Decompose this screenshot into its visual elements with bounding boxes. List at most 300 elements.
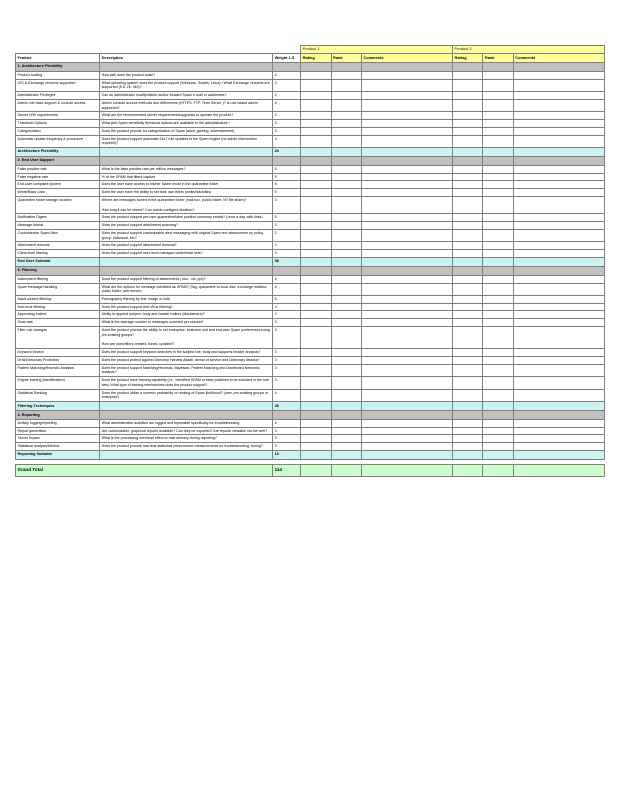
cell-rank-p1[interactable] bbox=[331, 435, 361, 443]
cell-comments-p1[interactable] bbox=[361, 266, 452, 275]
cell-rating-p2[interactable] bbox=[453, 242, 483, 250]
cell-comments-p2[interactable] bbox=[513, 275, 604, 283]
cell-comments-p2[interactable] bbox=[513, 181, 604, 189]
cell-comments-p2[interactable] bbox=[513, 326, 604, 348]
grand-total-rating-p2[interactable] bbox=[453, 464, 483, 476]
cell-comments-p2[interactable] bbox=[513, 135, 604, 147]
feature-name: White/Black Lists bbox=[16, 189, 100, 197]
cell-rank-p2[interactable] bbox=[483, 283, 513, 295]
cell-rating-p2[interactable] bbox=[453, 181, 483, 189]
cell-comments-p2[interactable] bbox=[513, 411, 604, 420]
cell-rating-p1[interactable] bbox=[301, 242, 331, 250]
grand-total-rating-p1[interactable] bbox=[301, 464, 331, 476]
cell-rank-p1[interactable] bbox=[331, 283, 361, 295]
cell-rank-p2[interactable] bbox=[483, 435, 513, 443]
cell-rank-p1[interactable] bbox=[331, 389, 361, 401]
cell-rating-p2[interactable] bbox=[453, 250, 483, 258]
cell-rank-p1[interactable] bbox=[331, 420, 361, 428]
feature-name: O/S & Exchange versions supported bbox=[16, 79, 100, 91]
grand-total-label: Grand Total bbox=[16, 464, 273, 476]
cell-rank-p1[interactable] bbox=[331, 377, 361, 389]
table-row bbox=[16, 242, 605, 250]
cell-rank-p1[interactable] bbox=[331, 450, 361, 459]
cell-comments-p1[interactable] bbox=[361, 257, 452, 266]
cell-rank-p2[interactable] bbox=[483, 99, 513, 111]
table-row bbox=[16, 319, 605, 327]
feature-weight: 3 bbox=[273, 377, 301, 389]
feature-weight: 3 bbox=[273, 356, 301, 364]
cell-rating-p1[interactable] bbox=[301, 196, 331, 213]
feature-description-cell bbox=[100, 420, 273, 428]
cell-rating-p1[interactable] bbox=[301, 311, 331, 319]
cell-comments-p2[interactable] bbox=[513, 92, 604, 100]
cell-comments-p2[interactable] bbox=[513, 156, 604, 165]
cell-rating-p2[interactable] bbox=[453, 135, 483, 147]
cell-rating-p1[interactable] bbox=[301, 156, 331, 165]
grand-total-comments-p1[interactable] bbox=[361, 464, 452, 476]
cell-comments-p1[interactable] bbox=[361, 147, 452, 156]
cell-rating-p2[interactable] bbox=[453, 420, 483, 428]
grand-total-rank-p2[interactable] bbox=[483, 464, 513, 476]
cell-rank-p1[interactable] bbox=[331, 173, 361, 181]
cell-rating-p2[interactable] bbox=[453, 79, 483, 91]
cell-comments-p1[interactable] bbox=[361, 120, 452, 128]
cell-rating-p1[interactable] bbox=[301, 326, 331, 348]
cell-rank-p2[interactable] bbox=[483, 364, 513, 376]
cell-rank-p1[interactable] bbox=[331, 135, 361, 147]
feature-description: Does the product support Matching/Heuristic, Bayesian, Pattern Matching and Distributed Networks analysis? bbox=[101, 365, 260, 375]
cell-rating-p1[interactable] bbox=[301, 250, 331, 258]
cell-rank-p2[interactable] bbox=[483, 411, 513, 420]
cell-comments-p2[interactable] bbox=[513, 377, 604, 389]
cell-comments-p2[interactable] bbox=[513, 71, 604, 79]
feature-name: Message format bbox=[16, 222, 100, 230]
cell-rating-p1[interactable] bbox=[301, 420, 331, 428]
cell-rating-p1[interactable] bbox=[301, 427, 331, 435]
cell-rank-p1[interactable] bbox=[331, 120, 361, 128]
cell-rank-p1[interactable] bbox=[331, 275, 361, 283]
cell-rating-p2[interactable] bbox=[453, 364, 483, 376]
cell-comments-p2[interactable] bbox=[513, 349, 604, 357]
cell-rating-p1[interactable] bbox=[301, 319, 331, 327]
cell-rank-p2[interactable] bbox=[483, 173, 513, 181]
cell-comments-p1[interactable] bbox=[361, 62, 452, 71]
cell-rank-p1[interactable] bbox=[331, 214, 361, 222]
cell-rating-p2[interactable] bbox=[453, 120, 483, 128]
cell-rank-p2[interactable] bbox=[483, 427, 513, 435]
cell-rank-p2[interactable] bbox=[483, 275, 513, 283]
cell-comments-p1[interactable] bbox=[361, 173, 452, 181]
cell-rank-p1[interactable] bbox=[331, 402, 361, 411]
table-row bbox=[16, 222, 605, 230]
cell-rank-p2[interactable] bbox=[483, 349, 513, 357]
cell-rating-p2[interactable] bbox=[453, 311, 483, 319]
feature-description: What administrative activities are logged and reportable specifically for troubleshooting. bbox=[101, 421, 241, 425]
cell-comments-p1[interactable] bbox=[361, 196, 452, 213]
cell-rank-p2[interactable] bbox=[483, 377, 513, 389]
cell-rating-p2[interactable] bbox=[453, 377, 483, 389]
cell-comments-p2[interactable] bbox=[513, 147, 604, 156]
cell-rank-p1[interactable] bbox=[331, 222, 361, 230]
cell-rank-p2[interactable] bbox=[483, 295, 513, 303]
cell-rating-p1[interactable] bbox=[301, 411, 331, 420]
feature-description: Pornography filtering by text, image or both bbox=[101, 296, 171, 301]
cell-comments-p2[interactable] bbox=[513, 427, 604, 435]
cell-comments-p2[interactable] bbox=[513, 435, 604, 443]
cell-comments-p1[interactable] bbox=[361, 443, 452, 451]
cell-rank-p2[interactable] bbox=[483, 120, 513, 128]
cell-comments-p2[interactable] bbox=[513, 127, 604, 135]
cell-rating-p2[interactable] bbox=[453, 92, 483, 100]
cell-rating-p1[interactable] bbox=[301, 295, 331, 303]
cell-rank-p2[interactable] bbox=[483, 319, 513, 327]
cell-comments-p1[interactable] bbox=[361, 165, 452, 173]
feature-name: DHA/Dictionary Protection bbox=[16, 356, 100, 364]
cell-rank-p1[interactable] bbox=[331, 156, 361, 165]
cell-rank-p2[interactable] bbox=[483, 303, 513, 311]
cell-comments-p1[interactable] bbox=[361, 99, 452, 111]
cell-comments-p2[interactable] bbox=[513, 295, 604, 303]
cell-rank-p2[interactable] bbox=[483, 181, 513, 189]
cell-comments-p2[interactable] bbox=[513, 257, 604, 266]
feature-name: False negative rate bbox=[16, 173, 100, 181]
cell-rating-p2[interactable] bbox=[453, 349, 483, 357]
cell-comments-p2[interactable] bbox=[513, 364, 604, 376]
cell-comments-p2[interactable] bbox=[513, 283, 604, 295]
cell-comments-p2[interactable] bbox=[513, 420, 604, 428]
cell-comments-p2[interactable] bbox=[513, 120, 604, 128]
cell-rating-p2[interactable] bbox=[453, 443, 483, 451]
cell-comments-p1[interactable] bbox=[361, 311, 452, 319]
cell-rating-p2[interactable] bbox=[453, 319, 483, 327]
cell-rank-p1[interactable] bbox=[331, 165, 361, 173]
cell-comments-p1[interactable] bbox=[361, 283, 452, 295]
cell-rank-p1[interactable] bbox=[331, 356, 361, 364]
cell-comments-p1[interactable] bbox=[361, 156, 452, 165]
cell-rating-p2[interactable] bbox=[453, 189, 483, 197]
feature-description: Ability to append subject, body and header trailers (disclaimers)? bbox=[101, 312, 205, 317]
cell-rating-p1[interactable] bbox=[301, 275, 331, 283]
cell-comments-p2[interactable] bbox=[513, 250, 604, 258]
section-header-weight bbox=[273, 266, 301, 275]
section-header-weight bbox=[273, 411, 301, 420]
subtotal-weight: 24 bbox=[273, 147, 301, 156]
cell-comments-p2[interactable] bbox=[513, 62, 604, 71]
cell-rank-p2[interactable] bbox=[483, 229, 513, 241]
cell-rating-p1[interactable] bbox=[301, 127, 331, 135]
cell-rating-p1[interactable] bbox=[301, 135, 331, 147]
feature-description: Does the product support attachment scanning? bbox=[101, 223, 179, 228]
cell-comments-p2[interactable] bbox=[513, 229, 604, 241]
cell-comments-p1[interactable] bbox=[361, 402, 452, 411]
cell-rank-p2[interactable] bbox=[483, 112, 513, 120]
cell-rating-p1[interactable] bbox=[301, 443, 331, 451]
cell-rank-p1[interactable] bbox=[331, 257, 361, 266]
cell-comments-p1[interactable] bbox=[361, 79, 452, 91]
cell-rank-p2[interactable] bbox=[483, 79, 513, 91]
cell-rank-p2[interactable] bbox=[483, 443, 513, 451]
cell-comments-p1[interactable] bbox=[361, 435, 452, 443]
feature-name: Customizable Spam Alert bbox=[16, 229, 100, 241]
cell-rating-p1[interactable] bbox=[301, 214, 331, 222]
cell-rank-p2[interactable] bbox=[483, 420, 513, 428]
cell-comments-p1[interactable] bbox=[361, 295, 452, 303]
cell-rating-p1[interactable] bbox=[301, 112, 331, 120]
feature-weight: 3 bbox=[273, 435, 301, 443]
cell-rank-p2[interactable] bbox=[483, 311, 513, 319]
cell-rank-p2[interactable] bbox=[483, 222, 513, 230]
cell-rank-p1[interactable] bbox=[331, 250, 361, 258]
cell-comments-p2[interactable] bbox=[513, 266, 604, 275]
cell-comments-p2[interactable] bbox=[513, 443, 604, 451]
feature-weight: 3 bbox=[273, 120, 301, 128]
cell-rank-p2[interactable] bbox=[483, 356, 513, 364]
cell-comments-p2[interactable] bbox=[513, 389, 604, 401]
cell-rating-p2[interactable] bbox=[453, 283, 483, 295]
cell-rating-p1[interactable] bbox=[301, 62, 331, 71]
cell-rating-p2[interactable] bbox=[453, 303, 483, 311]
cell-rank-p2[interactable] bbox=[483, 196, 513, 213]
cell-rank-p1[interactable] bbox=[331, 112, 361, 120]
cell-rating-p1[interactable] bbox=[301, 402, 331, 411]
cell-comments-p1[interactable] bbox=[361, 250, 452, 258]
cell-rating-p1[interactable] bbox=[301, 229, 331, 241]
cell-rank-p2[interactable] bbox=[483, 62, 513, 71]
cell-rating-p2[interactable] bbox=[453, 326, 483, 348]
table-row bbox=[16, 356, 605, 364]
cell-rank-p2[interactable] bbox=[483, 266, 513, 275]
cell-rank-p2[interactable] bbox=[483, 156, 513, 165]
cell-rating-p1[interactable] bbox=[301, 120, 331, 128]
section-header-row bbox=[16, 62, 605, 71]
cell-rank-p2[interactable] bbox=[483, 165, 513, 173]
cell-rating-p1[interactable] bbox=[301, 173, 331, 181]
cell-rank-p1[interactable] bbox=[331, 349, 361, 357]
subtotal-weight: 38 bbox=[273, 257, 301, 266]
cell-comments-p1[interactable] bbox=[361, 112, 452, 120]
cell-comments-p1[interactable] bbox=[361, 427, 452, 435]
cell-rating-p1[interactable] bbox=[301, 450, 331, 459]
cell-comments-p1[interactable] bbox=[361, 275, 452, 283]
cell-rating-p1[interactable] bbox=[301, 283, 331, 295]
cell-comments-p1[interactable] bbox=[361, 229, 452, 241]
cell-comments-p1[interactable] bbox=[361, 319, 452, 327]
cell-rating-p2[interactable] bbox=[453, 229, 483, 241]
cell-rank-p2[interactable] bbox=[483, 450, 513, 459]
cell-rating-p2[interactable] bbox=[453, 427, 483, 435]
cell-rank-p1[interactable] bbox=[331, 189, 361, 197]
cell-rating-p2[interactable] bbox=[453, 71, 483, 79]
cell-rank-p1[interactable] bbox=[331, 196, 361, 213]
cell-rank-p2[interactable] bbox=[483, 389, 513, 401]
cell-comments-p2[interactable] bbox=[513, 165, 604, 173]
table-row bbox=[16, 303, 605, 311]
cell-comments-p2[interactable] bbox=[513, 450, 604, 459]
cell-rank-p1[interactable] bbox=[331, 242, 361, 250]
cell-rank-p2[interactable] bbox=[483, 250, 513, 258]
cell-comments-p2[interactable] bbox=[513, 99, 604, 111]
cell-rank-p1[interactable] bbox=[331, 92, 361, 100]
feature-description: Does the product protect against Directory Harvest Attack, denial of service and Dictionary Attacks? bbox=[101, 357, 260, 362]
cell-comments-p2[interactable] bbox=[513, 356, 604, 364]
cell-comments-p2[interactable] bbox=[513, 196, 604, 213]
cell-rank-p2[interactable] bbox=[483, 135, 513, 147]
cell-rank-p1[interactable] bbox=[331, 319, 361, 327]
cell-rating-p2[interactable] bbox=[453, 156, 483, 165]
cell-comments-p1[interactable] bbox=[361, 189, 452, 197]
cell-comments-p2[interactable] bbox=[513, 79, 604, 91]
cell-rating-p2[interactable] bbox=[453, 389, 483, 401]
cell-comments-p1[interactable] bbox=[361, 303, 452, 311]
cell-rank-p1[interactable] bbox=[331, 181, 361, 189]
grand-total-rank-p1[interactable] bbox=[331, 464, 361, 476]
cell-rating-p1[interactable] bbox=[301, 389, 331, 401]
cell-rating-p1[interactable] bbox=[301, 92, 331, 100]
cell-rank-p1[interactable] bbox=[331, 427, 361, 435]
cell-rank-p1[interactable] bbox=[331, 295, 361, 303]
cell-comments-p2[interactable] bbox=[513, 311, 604, 319]
cell-rank-p1[interactable] bbox=[331, 71, 361, 79]
cell-rank-p2[interactable] bbox=[483, 71, 513, 79]
cell-comments-p1[interactable] bbox=[361, 181, 452, 189]
cell-rating-p1[interactable] bbox=[301, 147, 331, 156]
cell-rank-p1[interactable] bbox=[331, 364, 361, 376]
cell-comments-p1[interactable] bbox=[361, 326, 452, 348]
table-row bbox=[16, 120, 605, 128]
cell-rating-p2[interactable] bbox=[453, 62, 483, 71]
cell-rating-p1[interactable] bbox=[301, 181, 331, 189]
cell-comments-p2[interactable] bbox=[513, 189, 604, 197]
cell-comments-p1[interactable] bbox=[361, 356, 452, 364]
feature-description-cell bbox=[100, 165, 273, 173]
table-row bbox=[16, 71, 605, 79]
cell-comments-p2[interactable] bbox=[513, 112, 604, 120]
cell-rating-p1[interactable] bbox=[301, 257, 331, 266]
cell-rating-p2[interactable] bbox=[453, 99, 483, 111]
cell-comments-p1[interactable] bbox=[361, 214, 452, 222]
cell-rating-p2[interactable] bbox=[453, 402, 483, 411]
cell-rank-p1[interactable] bbox=[331, 79, 361, 91]
cell-comments-p1[interactable] bbox=[361, 389, 452, 401]
cell-comments-p2[interactable] bbox=[513, 402, 604, 411]
cell-rating-p2[interactable] bbox=[453, 165, 483, 173]
cell-rank-p2[interactable] bbox=[483, 242, 513, 250]
cell-rank-p1[interactable] bbox=[331, 99, 361, 111]
feature-description-cell bbox=[100, 311, 273, 319]
cell-rank-p1[interactable] bbox=[331, 443, 361, 451]
feature-description-cell bbox=[100, 326, 273, 348]
cell-rank-p2[interactable] bbox=[483, 127, 513, 135]
cell-rating-p1[interactable] bbox=[301, 71, 331, 79]
cell-comments-p1[interactable] bbox=[361, 222, 452, 230]
cell-rank-p2[interactable] bbox=[483, 402, 513, 411]
cell-comments-p1[interactable] bbox=[361, 135, 452, 147]
cell-rating-p1[interactable] bbox=[301, 435, 331, 443]
cell-rating-p1[interactable] bbox=[301, 79, 331, 91]
cell-comments-p1[interactable] bbox=[361, 420, 452, 428]
cell-comments-p2[interactable] bbox=[513, 303, 604, 311]
cell-rating-p1[interactable] bbox=[301, 222, 331, 230]
cell-rating-p1[interactable] bbox=[301, 356, 331, 364]
cell-rating-p2[interactable] bbox=[453, 450, 483, 459]
cell-rank-p1[interactable] bbox=[331, 127, 361, 135]
cell-comments-p1[interactable] bbox=[361, 71, 452, 79]
cell-comments-p2[interactable] bbox=[513, 319, 604, 327]
cell-comments-p1[interactable] bbox=[361, 364, 452, 376]
cell-rank-p2[interactable] bbox=[483, 147, 513, 156]
feature-description: What is the average number of messages scanned per second? bbox=[101, 320, 204, 325]
cell-rating-p1[interactable] bbox=[301, 99, 331, 111]
cell-rank-p2[interactable] bbox=[483, 189, 513, 197]
cell-comments-p1[interactable] bbox=[361, 92, 452, 100]
cell-rating-p2[interactable] bbox=[453, 173, 483, 181]
cell-rank-p1[interactable] bbox=[331, 303, 361, 311]
cell-comments-p2[interactable] bbox=[513, 214, 604, 222]
cell-rating-p2[interactable] bbox=[453, 295, 483, 303]
table-row bbox=[16, 127, 605, 135]
cell-rating-p1[interactable] bbox=[301, 377, 331, 389]
cell-rating-p1[interactable] bbox=[301, 165, 331, 173]
cell-rank-p1[interactable] bbox=[331, 266, 361, 275]
cell-rating-p2[interactable] bbox=[453, 257, 483, 266]
cell-comments-p2[interactable] bbox=[513, 173, 604, 181]
feature-name: Appending trailers bbox=[16, 311, 100, 319]
cell-rating-p2[interactable] bbox=[453, 222, 483, 230]
cell-comments-p1[interactable] bbox=[361, 349, 452, 357]
cell-comments-p1[interactable] bbox=[361, 242, 452, 250]
grand-total-weight: 114 bbox=[273, 464, 301, 476]
cell-rating-p2[interactable] bbox=[453, 147, 483, 156]
cell-comments-p1[interactable] bbox=[361, 127, 452, 135]
cell-rating-p2[interactable] bbox=[453, 411, 483, 420]
cell-rank-p1[interactable] bbox=[331, 147, 361, 156]
cell-rating-p2[interactable] bbox=[453, 266, 483, 275]
cell-rating-p1[interactable] bbox=[301, 266, 331, 275]
cell-rank-p2[interactable] bbox=[483, 326, 513, 348]
cell-comments-p1[interactable] bbox=[361, 377, 452, 389]
cell-rank-p1[interactable] bbox=[331, 62, 361, 71]
feature-description-cell bbox=[100, 364, 273, 376]
cell-rating-p1[interactable] bbox=[301, 189, 331, 197]
cell-rank-p1[interactable] bbox=[331, 229, 361, 241]
cell-rating-p2[interactable] bbox=[453, 112, 483, 120]
cell-rank-p1[interactable] bbox=[331, 326, 361, 348]
cell-rating-p1[interactable] bbox=[301, 303, 331, 311]
feature-description-cell bbox=[100, 214, 273, 222]
cell-rating-p2[interactable] bbox=[453, 127, 483, 135]
feature-name: Client level filtering bbox=[16, 250, 100, 258]
cell-rating-p2[interactable] bbox=[453, 356, 483, 364]
cell-rating-p2[interactable] bbox=[453, 435, 483, 443]
cell-comments-p1[interactable] bbox=[361, 411, 452, 420]
cell-comments-p1[interactable] bbox=[361, 450, 452, 459]
cell-rank-p2[interactable] bbox=[483, 214, 513, 222]
cell-comments-p2[interactable] bbox=[513, 242, 604, 250]
cell-rating-p2[interactable] bbox=[453, 214, 483, 222]
cell-comments-p2[interactable] bbox=[513, 222, 604, 230]
cell-rating-p2[interactable] bbox=[453, 275, 483, 283]
cell-rating-p1[interactable] bbox=[301, 349, 331, 357]
feature-weight: 5 bbox=[273, 181, 301, 189]
feature-description: Admin console access methods and differences (HTTPS, FTP, Term Server )? Is role based admin supported? bbox=[101, 100, 259, 110]
cell-rank-p2[interactable] bbox=[483, 257, 513, 266]
cell-rank-p2[interactable] bbox=[483, 92, 513, 100]
cell-rank-p1[interactable] bbox=[331, 411, 361, 420]
cell-rank-p1[interactable] bbox=[331, 311, 361, 319]
grand-total-comments-p2[interactable] bbox=[513, 464, 604, 476]
cell-rating-p1[interactable] bbox=[301, 364, 331, 376]
cell-rating-p2[interactable] bbox=[453, 196, 483, 213]
